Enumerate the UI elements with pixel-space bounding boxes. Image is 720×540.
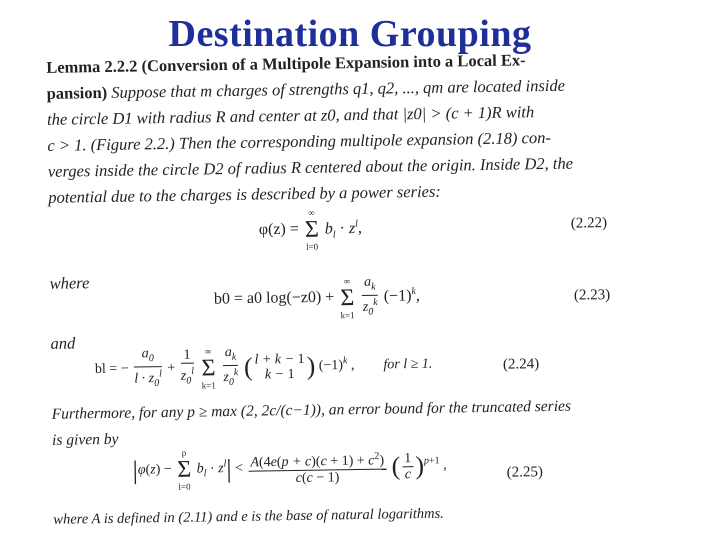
eq-2-22-lhs: φ(z) = (258, 220, 299, 239)
lemma-title-cont: pansion) (46, 82, 108, 103)
lemma-line-heading (46, 50, 526, 78)
lemma-line-5: potential due to the charges is described by a power series: (48, 181, 441, 207)
sum-symbol: p Σ l=0 (177, 447, 192, 492)
text-where: where (49, 273, 90, 293)
lemma-line-3: c > 1. (Figure 2.2.) Then the corresponding multipole expansion (2.18) con- (47, 127, 552, 155)
lemma-title: (Conversion of a Multipole Expansion into a Local Ex- (141, 50, 526, 76)
text-and: and (50, 333, 76, 353)
eq-2-23-lhs: b0 = a0 log(−z0) + (213, 288, 335, 308)
equation-2-25: |φ(z) − p Σ l=0 $b_l \cdot z^l|$ < $\frac{A(4e(p + c)(c + 1) + c^2)}{c(c - 1)}$ ( $\frac{1}{c}$ )$^{p+1}$ , (132, 447, 447, 492)
sum-symbol: ∞ Σ l=0 (304, 207, 320, 252)
eq-tag-2-24: (2.24) (502, 356, 540, 373)
fraction: $\frac{a_k}{z_0^k}$ (223, 344, 239, 389)
equation-2-23: b0 = a0 log(−z0) + ∞ Σ k=1 $\frac{a_k}{z_0^k}$ $(-1)^k$, (213, 274, 421, 320)
eq-2-24-lhs: bl = − (94, 361, 129, 377)
text-given-by: is given by (51, 430, 119, 449)
lemma-line-4: verges inside the circle D2 of radius R centered about the origin. Inside D2, the (47, 153, 574, 181)
lemma-line-2: the circle D1 with radius R and center at z0, and that |z0| > (c + 1)R with (46, 102, 535, 129)
scanned-page (38, 42, 686, 537)
fraction: $\frac{1}{z_0^l}$ (180, 348, 195, 387)
eq-tag-2-22: (2.22) (570, 215, 608, 232)
lemma-text-1: Suppose that m charges of strengths q1, q2, ..., qm are located inside (111, 75, 566, 102)
slide-title: Destination Grouping (168, 13, 532, 55)
text-closing: where A is defined in (2.11) and e is the base of natural logarithms. (53, 505, 444, 528)
sum-symbol: ∞ Σ k=1 (201, 345, 216, 391)
lemma-label: Lemma 2.2.2 (46, 56, 138, 77)
fraction: $\frac{1}{c}$ (402, 451, 413, 482)
equation-2-22: φ(z) = ∞ Σ l=0 $b_l \cdot z^l$, (258, 207, 363, 252)
eq-tag-2-25: (2.25) (506, 464, 544, 481)
fraction: $\frac{a_0}{l \cdot z_0^l}$ (134, 346, 162, 390)
fraction: $\frac{a_k}{z_0^k}$ (362, 274, 378, 319)
lemma-line-1 (47, 76, 566, 104)
eq-tag-2-23: (2.23) (573, 287, 611, 304)
equation-2-24: bl = − $\frac{a_0}{l \cdot z_0^l}$ + $\frac{1}{z_0^l}$ ∞ Σ k=1 $\frac{a_k}{z_0^k}$ ( l + k − 1 k − 1 ) $(-1)^k$ , for l ≥ 1. (94, 344, 433, 391)
sum-symbol: ∞ Σ k=1 (340, 275, 355, 320)
binomial: l + k − 1 k − 1 (254, 351, 305, 383)
eq-2-24-condition: for l ≥ 1. (383, 356, 433, 373)
text-furthermore: Furthermore, for any p ≥ max (2, 2c/(c−1)), an error bound for the truncated series (51, 397, 572, 423)
fraction: $\frac{A(4e(p + c)(c + 1) + c^2)}{c(c - 1)}$ (248, 449, 386, 487)
